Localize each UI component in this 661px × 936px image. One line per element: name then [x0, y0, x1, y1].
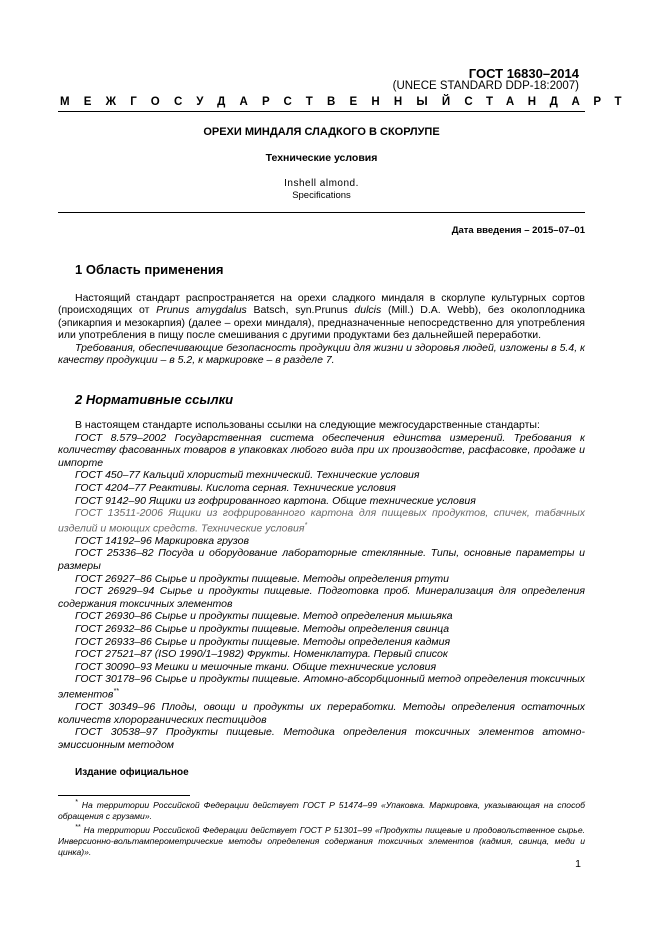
footnote-mark: *: [75, 799, 78, 806]
footnote-mark: **: [113, 687, 119, 695]
banner-word-2: СТАНДАРТ: [464, 96, 636, 108]
header-rule: [58, 111, 585, 112]
scope-text-3: Batsch, syn.Prunus: [246, 304, 355, 317]
reference-list: [58, 432, 585, 752]
reference-item: ГОСТ 14192–96 Маркировка грузов: [75, 534, 249, 547]
reference-item: ГОСТ 25336–82 Посуда и оборудование лабораторные стеклянные. Типы, основные параметры и размеры: [58, 547, 585, 573]
reference-item: ГОСТ 4204–77 Реактивы. Кислота серная. Технические условия: [75, 481, 396, 494]
reference-item: ГОСТ 26930–86 Сырье и продукты пищевые. Метод определения мышьяка: [75, 610, 453, 623]
footnote-mark: *: [304, 521, 308, 529]
reference-item: ГОСТ 26932–86 Сырье и продукты пищевые. Методы определения свинца: [75, 623, 450, 635]
normative-references: [58, 419, 585, 751]
english-subtitle: Specifications: [292, 190, 351, 201]
english-title: Inshell almond.: [284, 178, 359, 189]
safety-requirements-paragraph: Требования, обеспечивающие безопасность продукции для жизни и здоровья людей, изложены в 5.4, к качеству продукции – в 5.2, к маркировке – в разделе 7.: [58, 341, 585, 367]
reference-item: ГОСТ 13511-2006 Ящики из гофрированного картона для пищевых продуктов, спичек, табачных изделий и моющих средств. Технические условия*: [58, 507, 585, 535]
reference-item: ГОСТ 26929–94 Сырье и продукты пищевые. Подготовка проб. Минерализация для определения содержания токсичных элементов: [58, 585, 585, 610]
section-1-heading: 1 Область применения: [75, 262, 224, 277]
scope-text-2: Prunus amygdalus: [156, 304, 247, 317]
section-1-body: [58, 292, 585, 366]
scope-text-4: dulcis: [354, 304, 382, 317]
reference-item: ГОСТ 27521–87 (ISO 1990/1–1982) Фрукты. Номенклатура. Первый список: [75, 648, 448, 661]
interstate-standard-banner: [60, 96, 636, 108]
footnote-item: ** На территории Российской Федерации действует ГОСТ Р 51301–99 «Продукты пищевые и продовольственное сырье. Инверсионно-вольтамперометрические методы определения содержания токсичных элементов (кадмия, свинца, меди и цинка)».: [58, 823, 585, 857]
reference-item: ГОСТ 30349–96 Плоды, овощи и продукты их переработки. Методы определения остаточных количеств хлорорганических пестицидов: [58, 701, 585, 726]
scope-text-5: (Mill.) D.A. Webb), без околоплодника (эпикарпия и мезокарпия) (далее – орехи миндаля), предназначенные непосредственно для употребления или употребления в пищу после смешивания с другими продуктами без дальнейшей переработки.: [58, 304, 585, 342]
scope-paragraph: [58, 292, 585, 342]
introduction-date: Дата введения – 2015–07–01: [451, 225, 585, 236]
reference-item: ГОСТ 9142–90 Ящики из гофрированного картона. Общие технические условия: [75, 494, 476, 507]
unece-standard: (UNECE STANDARD DDP-18:2007): [392, 80, 579, 92]
document-subtitle: Технические условия: [265, 152, 378, 164]
reference-item: ГОСТ 26933–86 Сырье и продукты пищевые. Методы определения кадмия: [75, 635, 451, 648]
footnote-rule: [58, 795, 190, 796]
gost-number: ГОСТ 16830–2014: [468, 66, 579, 81]
document-title: ОРЕХИ МИНДАЛЯ СЛАДКОГО В СКОРЛУПЕ: [203, 126, 440, 138]
section-2-heading: 2 Нормативные ссылки: [75, 392, 234, 407]
footnote-mark: **: [75, 823, 81, 831]
references-intro: В настоящем стандарте использованы ссылки на следующие межгосударственные стандарты:: [75, 419, 540, 431]
page-number: 1: [575, 858, 581, 870]
reference-item: ГОСТ 450–77 Кальций хлористый технический. Технические условия: [75, 469, 420, 482]
reference-item: ГОСТ 30178–96 Сырье и продукты пищевые. Атомно-абсорбционный метод определения токсичных элементов**: [58, 673, 585, 701]
scope-text-1: Настоящий стандарт распространяется на орехи сладкого миндаля в скорлупе культурных сортов (происходящих от: [58, 292, 585, 317]
title-rule: [58, 212, 585, 213]
reference-item: ГОСТ 30538–97 Продукты пищевые. Методика определения токсичных элементов атомно-эмиссионным методом: [58, 726, 585, 751]
banner-word-1: МЕЖГОСУДАРСТВЕННЫЙ: [60, 96, 465, 108]
footnotes: [58, 797, 585, 858]
footnote-item: * На территории Российской Федерации действует ГОСТ Р 51474–99 «Упаковка. Маркировка, указывающая на способ обращения с грузами».: [58, 799, 585, 821]
reference-item: ГОСТ 26927–86 Сырье и продукты пищевые. Методы определения ртути: [75, 572, 450, 585]
reference-item: ГОСТ 30090–93 Мешки и мешочные ткани. Общие технические условия: [75, 660, 437, 673]
official-edition: Издание официальное: [75, 767, 189, 778]
reference-item: ГОСТ 8.579–2002 Государственная система обеспечения единства измерений. Требования к количеству фасованных товаров в упаковках любого вида при их производстве, расфасовке, продаже и импорте: [58, 431, 585, 469]
